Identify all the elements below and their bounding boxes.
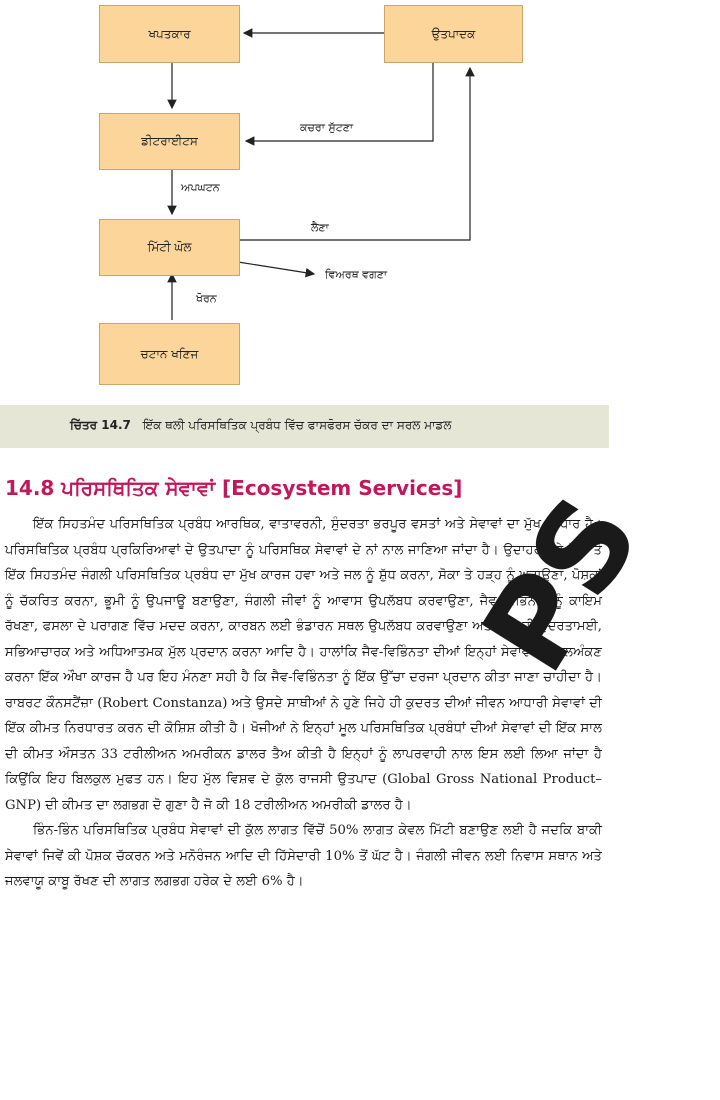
figure-number: ਚਿੱਤਰ 14.7 (70, 418, 131, 432)
label-runoff: ਵਿਅਰਥ ਵਗਣਾ (325, 268, 388, 281)
box-rock-minerals-label: ਚਟਾਨ ਖਣਿਜ (140, 346, 199, 361)
arrow-uptake (238, 68, 470, 240)
box-detritus (99, 113, 240, 170)
box-soil-solution (99, 219, 240, 276)
box-detritus-label: ਡੀਟਰਾਈਟਸ (141, 134, 198, 148)
watermark-text: PS (456, 473, 667, 696)
label-litter-fall: ਕਚਰਾ ਸੁੱਟਣਾ (300, 121, 354, 134)
phosphorus-cycle-diagram (0, 0, 609, 400)
figure-caption-text: ਇੱਕ ਥਲੀ ਪਰਿਸਥਿਤਿਕ ਪ੍ਰਬੰਧ ਵਿੱਚ ਫਾਸਫੋਰਸ ਚੱਕਰ ਦਾ ਸਰਲ ਮਾਡਲ (142, 418, 452, 432)
section-heading: 14.8 ਪਰਿਸਥਿਤਿਕ ਸੇਵਾਵਾਂ [Ecosystem Services] (5, 476, 463, 500)
figure-caption (70, 418, 451, 433)
section-body (5, 512, 602, 895)
box-rock-minerals (99, 323, 240, 385)
arrow-runoff (238, 262, 314, 274)
box-producers (384, 5, 523, 63)
label-decomposition: ਅਪਘਟਨ (181, 181, 220, 194)
label-uptake: ਲੈਣਾ (311, 221, 329, 234)
paragraph-2: ਭਿੰਨ-ਭਿੰਨ ਪਰਿਸਥਿਤਿਕ ਪ੍ਰਬੰਧ ਸੇਵਾਵਾਂ ਦੀ ਕੁੱਲ ਲਾਗਤ ਵਿੱਚੋਂ 50% ਲਾਗਤ ਕੇਵਲ ਮਿੱਟੀ ਬਣਾਉਣ ਲਈ ਹੈ ਜਦਕਿ ਬਾਕੀ ਸੇਵਾਵਾਂ ਜਿਵੇਂ ਕੀ ਪੋਸ਼ਕ ਚੱਕਰਨ ਅਤੇ ਮਨੋਰੰਜਨ ਆਦਿ ਦੀ ਹਿੱਸੇਦਾਰੀ 10% ਤੋਂ ਘੱਟ ਹੈ। ਜੰਗਲੀ ਜੀਵਨ ਲਈ ਨਿਵਾਸ ਸਥਾਨ ਅਤੇ ਜਲਵਾਯੂ ਕਾਬੂ ਰੱਖਣ ਦੀ ਲਾਗਤ ਲਗਭਗ ਹਰੇਕ ਦੇ ਲਈ 6% ਹੈ। (5, 823, 602, 889)
box-soil-solution-label: ਮਿੱਟੀ ਘੋਲ (147, 240, 192, 254)
paragraph-1: ਇੱਕ ਸਿਹਤਮੰਦ ਪਰਿਸਥਿਤਿਕ ਪ੍ਰਬੰਧ ਆਰਥਿਕ, ਵਾਤਾਵਰਨੀ, ਸੁੰਦਰਤਾ ਭਰਪੂਰ ਵਸਤਾਂ ਅਤੇ ਸੇਵਾਵਾਂ ਦਾ ਮੁੱਖ ਆਧਾਰ ਹੈ। ਪਰਿਸਥਿਤਿਕ ਪ੍ਰਬੰਧ ਪ੍ਰਕਿਰਿਆਵਾਂ ਦੇ ਉਤਪਾਦਾ ਨੂੰ ਪਰਿਸਥਿਕ ਸੇਵਾਵਾਂ ਦੇ ਨਾਂ ਨਾਲ ਜਾਣਿਆ ਜਾਂਦਾ ਹੈ। ਉਦਾਹਰਨ ਦੇ ਤੌਰ ’ਤੇ ਇੱਕ ਸਿਹਤਮੰਦ ਜੰਗਲੀ ਪਰਿਸਥਿਤਿਕ ਪ੍ਰਬੰਧ ਦਾ ਮੁੱਖ ਕਾਰਜ ਹਵਾ ਅਤੇ ਜਲ ਨੂੰ ਸ਼ੁੱਧ ਕਰਨਾ, ਸੋਕਾ ਤੇ ਹੜ੍ਹ ਨੂੰ ਘਟਾਉਣਾ, ਪੋਸ਼ਕਾਂ ਨੂੰ ਚੱਕਰਿਤ ਕਰਨਾ, ਭੂਮੀ ਨੂੰ ਉਪਜਾਊ ਬਣਾਉਣਾ, ਜੰਗਲੀ ਜੀਵਾਂ ਨੂੰ ਆਵਾਸ ਉਪਲੱਬਧ ਕਰਵਾਉਣਾ, ਜੈਵ ਵਿਭਿੰਨਤਾ ਨੂੰ ਕਾਇਮ ਰੱਖਣਾ, ਫਸਲਾ ਦੇ ਪਰਾਗਣ ਵਿੱਚ ਮਦਦ ਕਰਨਾ, ਕਾਰਬਨ ਲਈ ਭੰਡਾਰਨ ਸਥਲ ਉਪਲੱਬਧ ਕਰਵਾਉਣਾ ਅਤੇ ਨਾਲ ਹੀ ਸੁੰਦਰਤਾਮਈ, ਸਭਿਆਚਾਰਕ ਅਤੇ ਅਧਿਆਤਮਕ ਮੁੱਲ ਪ੍ਰਦਾਨ ਕਰਨਾ ਆਦਿ ਹੈ। ਹਾਲਾਂਕਿ ਜੈਵ-ਵਿਭਿੰਨਤਾ ਦੀਆਂ ਇਨ੍ਹਾਂ ਸੇਵਾਵਾਂ ਦਾ ਮੁਲਅੰਕਣ ਕਰਨਾ ਇੱਕ ਔਖਾ ਕਾਰਜ ਹੈ ਪਰ ਇਹ ਮੰਨਣਾ ਸਹੀ ਹੈ ਕਿ ਜੈਵ-ਵਿਭਿੰਨਤਾ ਨੂੰ ਇੱਕ ਉੱਚਾ ਦਰਜਾ ਪ੍ਰਦਾਨ ਕੀਤਾ ਜਾਣਾ ਚਾਹੀਦਾ ਹੈ। ਰਾਬਰਟ ਕੌਨਸਟੈਂਜ਼ਾ (Robert Constanza) ਅਤੇ ਉਸਦੇ ਸਾਥੀਆਂ ਨੇ ਹੁਣੇ ਜਿਹੇ ਹੀ ਕੁਦਰਤ ਦੀਆਂ ਜੀਵਨ ਆਧਾਰੀ ਸੇਵਾਵਾਂ ਦੀ ਇੱਕ ਕੀਮਤ ਨਿਰਧਾਰਤ ਕਰਨ ਦੀ ਕੋਸ਼ਿਸ਼ ਕੀਤੀ ਹੈ। ਖੋਜੀਆਂ ਨੇ ਇਨ੍ਹਾਂ ਮੂਲ ਪਰਿਸਥਿਤਿਕ ਪ੍ਰਬੰਧਾਂ ਦੀਆਂ ਸੇਵਾਵਾਂ ਦੀ ਇੱਕ ਸਾਲ ਦੀ ਕੀਮਤ ਔਸਤਨ 33 ਟਰੀਲੀਅਨ ਅਮਰੀਕਨ ਡਾਲਰ ਤੈਅ ਕੀਤੀ ਹੈ ਇਨ੍ਹਾਂ ਨੂੰ ਲਾਪਰਵਾਹੀ ਨਾਲ ਇਸ ਲਈ ਲਿਆ ਜਾਂਦਾ ਹੈ ਕਿਉਂਕਿ ਇਹ ਬਿਲਕੁਲ ਮੁਫਤ ਹਨ। ਇਹ ਮੁੱਲ ਵਿਸ਼ਵ ਦੇ ਕੁੱਲ ਰਾਜਸੀ ਉਤਪਾਦ (Global Gross National Product–GNP) ਦੀ ਕੀਮਤ ਦਾ ਲਗਭਗ ਦੋ ਗੁਣਾ ਹੈ ਜੋ ਕੀ 18 ਟਰੀਲੀਅਨ ਅਮਰੀਕੀ ਡਾਲਰ ਹੈ। (5, 517, 602, 813)
box-consumers-label: ਖਪਤਕਾਰ (148, 26, 191, 41)
box-producers-label: ਉਤਪਾਦਕ (431, 26, 476, 41)
label-weathering: ਖੋਰਨ (196, 292, 217, 305)
box-consumers (99, 5, 240, 63)
